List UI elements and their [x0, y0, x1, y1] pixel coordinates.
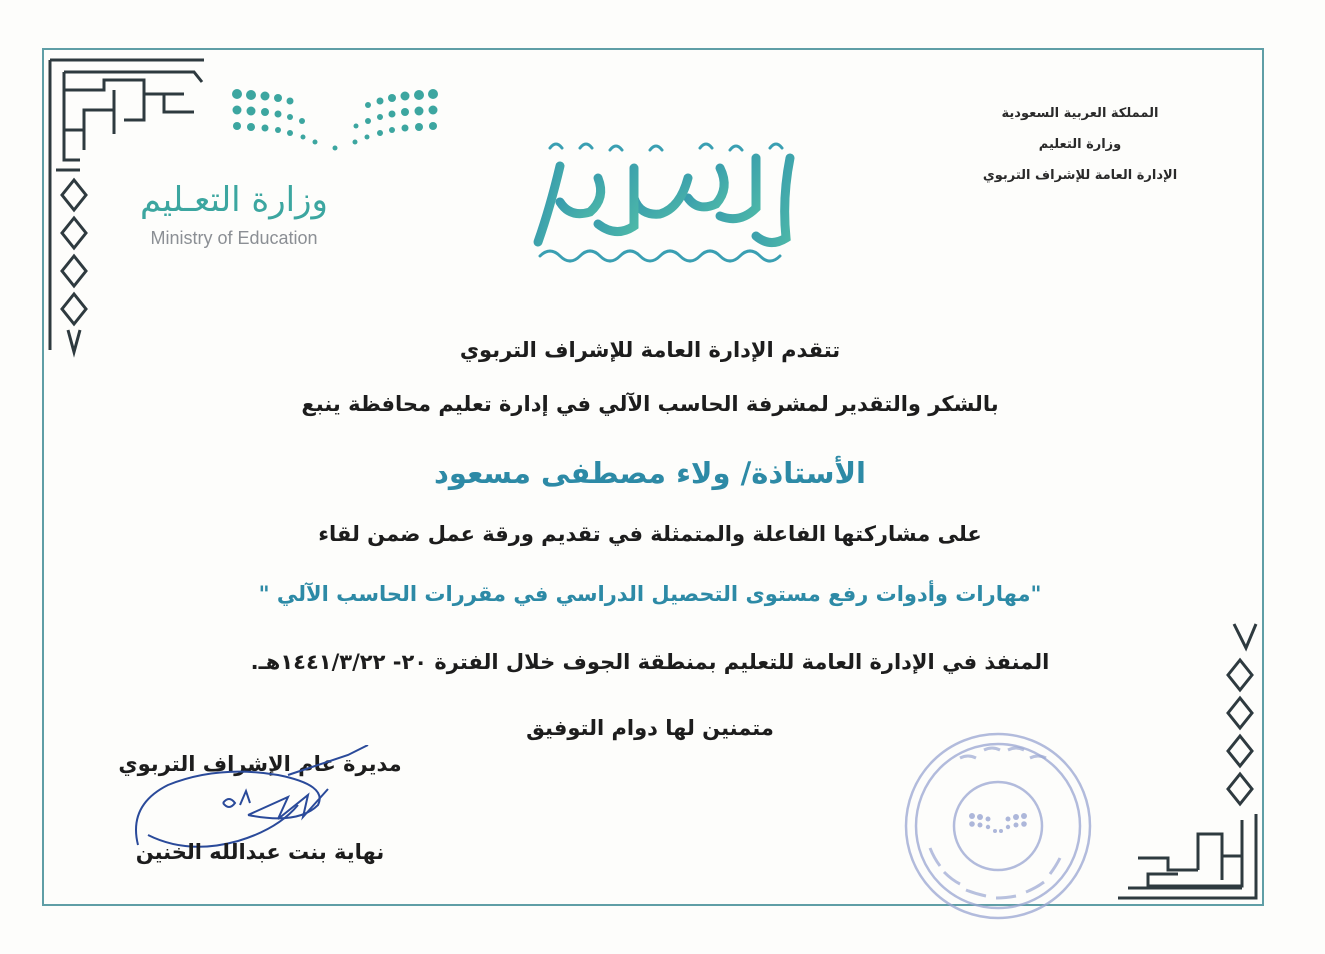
participation-line: على مشاركتها الفاعلة والمتمثلة في تقديم ورقة عمل ضمن لقاء [318, 522, 982, 546]
workshop-title: "مهارات وأدوات رفع مستوى التحصيل الدراسي في مقررات الحاسب الآلي " [258, 582, 1042, 606]
logo-arabic-text: وزارة التعـليم [140, 180, 328, 220]
country-name: المملكة العربية السعودية [1001, 106, 1159, 121]
official-stamp [900, 728, 1096, 924]
signatory-title: مديرة عام الإشراف التربوي [118, 752, 402, 776]
intro-line: تتقدم الإدارة العامة للإشراف التربوي [459, 338, 841, 362]
issuer-header [930, 98, 1230, 191]
thanks-line: بالشكر والتقدير لمشرفة الحاسب الآلي في إدارة تعليم محافظة ينبع [301, 392, 999, 416]
closing-line: متمنين لها دوام التوفيق [526, 716, 774, 740]
ministry-logo [120, 84, 350, 254]
signatory-name: نهاية بنت عبدالله الخنين [135, 840, 385, 864]
logo-dots-icon [225, 84, 465, 164]
venue-date-line: المنفذ في الإدارة العامة للتعليم بمنطقة الجوف خلال الفترة ٢٠- ١٤٤١/٣/٢٢هـ. [250, 650, 1050, 674]
thanks-calligraphy [520, 138, 810, 278]
logo-english-text: Ministry of Education [150, 228, 318, 248]
department-name: الإدارة العامة للإشراف التربوي [982, 168, 1178, 183]
recipient-name: الأستاذة/ ولاء مصطفى مسعود [434, 456, 866, 490]
ministry-name: وزارة التعليم [1038, 137, 1122, 152]
